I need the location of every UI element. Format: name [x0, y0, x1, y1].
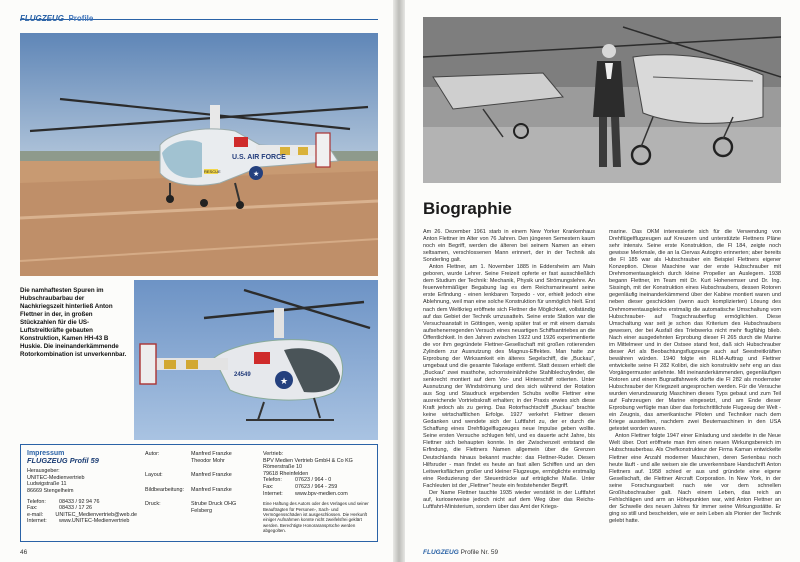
contact-row: Telefon: 08433 / 92 94 76 [27, 498, 100, 505]
photo-helicopter-flight [134, 280, 378, 440]
contact-row: Fax: 08433 / 17 26 [27, 505, 92, 512]
paragraph: marine. Das OKM interessierte sich für die Verwendung von Drehflügelflugzeugen auf Kreuzern und unterstützte Flettners Pläne sehr intensiv. Seine erste Konstruktion, die Fl 184, zeigte noch gewisse Merkmale, die an la Ciervas Autogiro erinnerten; aber bereits die Fl 185 war als Hubschrauber ein Beispiel Flettners eigener Konzeption. Diese Maschine war der erste Hubschrauber mit Drehmomentausgleich durch kleine Propeller an Auslegern. 1938 begann Flettner, im Team mit Dr. Kurt Hohenemser und Dr. Ing. Sissingh, mit der Konstruktion eines Hubschraubers, dessen Rotoren gegenläufig ineinanderkämmend über der Kabine montiert waren und neben dieser geschickten (wenn auch komplizierten) Lösung des Drehmomentausgleichs erstmalig die automatische Umschaltung vom Hubschrauber- auf Tragschrauberflug ermöglichten. Diese Umschaltung war seit je schon das Kriterium des Hubschraubers gewesen, der bei Ausfall des Triebwerks nicht mehr flugfähig blieb. Nach einer ausgedehnten Erprobung dieser Fl 265 durch die Marine im Mittelmeer und in der Ostsee stand fest, daß sich Hubschrauber dieser Art als Beobachtungsflugzeuge auch auf Seestreitkräften bewähren würden. 1940 folgte ein RLM-Auftrag und Flettner entwickelte seine Fl 282 Kolibri, die sich konstruktiv sehr eng an das Vorgängermuster anlehnte. Mit ineinanderkämmenden, gegenläufigen Rotoren und einem Bugradfahrwerk dürfte die Fl 282 als modernster Hubschrauber der Kriegszeit angesprochen werden. Für die Versuche wurden vierundzwanzig Maschinen dieses Typs gebaut und zum Teil auf Fahrzeugen der Marine eingesetzt, und am Ende dieser Erprobung verfügte man über das fortschrittlichste Flugzeug der Welt - ein Zeugnis, das amerikanische Piloten und Techniker nach dem Kriege ausstellten, nachdem zwei Beutemaschinen in den USA getestet worden waren. [609, 229, 781, 433]
text-column-1 [423, 229, 595, 511]
serial-marking: 24549 [234, 372, 251, 378]
publisher-label: Herausgeber: [27, 468, 60, 475]
dist-contact-row: Fax: 07623 / 964 - 259 [263, 483, 338, 490]
distribution-label: Vertrieb: [263, 451, 284, 457]
paragraph: Am 26. Dezember 1961 starb in einem New Yorker Krankenhaus Anton Flettner im Alter von 76 Jahren. Den jüngeren Semestern kaum noch ein Begriff, werden die älteren bei seinem Namen an einen seltsamen, verschlossenen Mann erinnert, der in der Technik als Sonderling galt. [423, 229, 595, 264]
paragraph: Anton Flettner folgte 1947 einer Einladung und siedelte in die Neue Welt über. Dort eröffnete man ihm einen neuen Wirkungsbereich im Hubschrauberbau. Als Chefkonstrukteur der Firma Kaman entwickelte Flettner eine Anzahl moderner Maschinen, deren Serienbau noch heute läuft - und alle weisen sie die unverkennbare Handschrift Anton Flettners auf. 1958 schied er aus und gründete eine eigene Gesellschaft, die Flettner Aircraft Corporation. In New York, in der seine Forschungsarbeit nach wie vor dem schnellen Großhubschrauber galt. Nach einem Leben, das reich an Fehlschlägen und arm an Höhepunkten war, wird Anton Flettner an der Schwelle des neuen Jahres für immer seine Wirkungsstätte. Er ging so still und bescheiden, wie er sein Leben als Pionier der Technik gelebt hatte. [609, 433, 781, 524]
rescue-marking: RESCUE [204, 169, 221, 174]
footer-profile: Profile Nr. 59 [460, 549, 499, 556]
header-section: Profile [68, 14, 94, 23]
svg-text:★: ★ [253, 171, 260, 178]
role-row: Layout: Manfred Franzke [145, 472, 232, 479]
paragraph: Der Name Flettner tauchte 1935 wieder verstärkt in der Luftfahrt auf, kurioserweise jedoch nicht auf dem Weg über das Reichs-Luftfahrt-Ministerium, sondern über das Amt der Kriegs- [423, 489, 595, 510]
footer-right [423, 549, 498, 556]
role-row: Bildbearbeitung: Manfred Franzke [145, 486, 232, 493]
photo-helicopter-ground [20, 33, 378, 276]
svg-text:★: ★ [280, 376, 289, 386]
page-number-left: 46 [20, 549, 28, 556]
usaf-marking: U.S. AIR FORCE [232, 154, 286, 161]
distribution-line: 79618 Rheinfelden [263, 470, 309, 477]
publisher-line: UNITEC-Medienvertrieb [27, 474, 85, 481]
distribution-line: BPV Medien Vertrieb GmbH & Co KG [263, 457, 353, 464]
publisher-line: Ludwigstraße 11 [27, 481, 67, 488]
right-page [405, 0, 800, 562]
spine-gutter [393, 0, 405, 562]
photo-caption: Die namhaftesten Spuren im Hubschraubarbau der Nachkriegszeit hinterließ Anton Flettner in der, in großen Stückzahlen für die US-Luftstreitkräfte gebauten Konstruktion, Kamen HH-43 B Huskie. Die ineinanderkämmende Rotorkombination ist unverkennbar. [20, 287, 127, 358]
publisher-line: 86669 Stengelheim [27, 487, 74, 494]
impressum-title: Impressum [27, 450, 65, 457]
contact-row: Internet: www.UNITEC-Medienvertrieb [27, 518, 130, 525]
impressum-box [20, 444, 378, 542]
contact-row: e-mail: UNITEC_Medienvertrieb@web.de [27, 511, 137, 518]
header-brand: FLUGZEUG [20, 14, 64, 23]
role-row: Druck: Strube Druck OHG Felsberg [145, 501, 237, 514]
photo-flettner-portrait [423, 17, 781, 183]
text-column-2 [609, 229, 781, 525]
running-header [20, 8, 378, 23]
dist-contact-row: Telefon: 07623 / 964 - 0 [263, 477, 332, 484]
footer-brand: FLUGZEUG [423, 549, 459, 556]
left-page [0, 0, 393, 562]
role-row: Autor: Manfred Franzke Theodor Mohr [145, 451, 232, 464]
dist-contact-row: Internet: www.bpv-medien.com [263, 490, 348, 497]
article-heading: Biographie [423, 199, 512, 218]
impressum-issue: FLUGZEUG Profil 59 [27, 455, 99, 465]
paragraph: Anton Flettner, am 1. November 1885 in Eddersheim am Main geboren, wurde Lehrer. Seine Freizeit opferte er fast ausschließlich dem Studium der Technik: Mechanik, Physik und Strömungslehre. An feuerwehrmäßiger Begabung lag es dem Reichsmarineamt seine erste Erfindung - einen lenkbaren Torpedo - vor, erhielt jedoch eine Ablehnung, weil man eine solche Konstruktion für unmöglich hielt. Erst nach dem Weltkrieg eröffnete sich Flettner die Möglichkeit, vollständig auf das Gebiet der Technik umzusatteln. Seine erste Station war die Versuchsanstalt in Göttingen, wenig später trat er mit einem damals aufsehenerregenden Versuch eines neuartigen Schiffsantriebes an die Öffentlichkeit. In den Jahren zwischen 1922 und 1926 experimentierte die vor ihm gegründete Flettner-Gesellschaft mit großen rotierenden Zylindern zur Ausnutzung des Magnus-Effektes. Man hatte zur Erprobung der Wirksamkeit ein älteres Segelschiff, die „Buckau", umgebaut und die gesamte Takelage entfernt. Statt dessen erhielt die „Buckau" zwei masthohe, schornsteinähnliche Stahlblechzylinder, die senkrecht montiert auf dem Vor- und Hinterschiff rotierten. Unter Ausnutzung der Windströmung und des sich während der Rotation aus Sog und Staudruck ergebenden Schubs wollte Flettner eine ausreichende Vortriebskraft erhalten; in der Praxis erwies sich diese Kraft jedoch als zu gering. Das Rotorfrachtschiff „Buckau" brachte keine wirtschaftlichen Erfolge. 1927 verkehrt Flettner diesen Gedanken und wendete sich der Luftfahrt zu, der er durch die Schaffung eines Drehflügelflugzeuges neue Impulse geben wollte. Seine ersten Versuche schlugen fehl, und es dauerte acht Jahre, bis Flettner sich behaupten konnte. In der Zwischenzeit entstand die Erfindung, die Flettners Namen allgemein über die Grenzen Deutschlands hinaus bekannt machte: das Flettner-Ruder. Diesen Hilfsruder - man findet es heute an fast allen Schiffen und an den Leitwerksflächen großer und kleiner Flugzeuge, ermöglichte erstmalig eine Reduzierung der Steuerdrücke auf erträgliche Maße. Unter Fachleuten ist der „Flettner" heute ein feststehender Begriff. [423, 264, 595, 489]
distribution-line: Römerstraße 10 [263, 464, 302, 471]
disclaimer: Eine Haftung des Autors oder des Verlages und seiner Beauftragten für Personen-, Sach- und Vermögensschäden ist ausgeschlossen. Die Herkunft einiger Aufnahmen konnte nicht zweifelsfrei geklärt werden. Berechtigte Honoraransprüche werden abgegolten. [263, 501, 369, 534]
